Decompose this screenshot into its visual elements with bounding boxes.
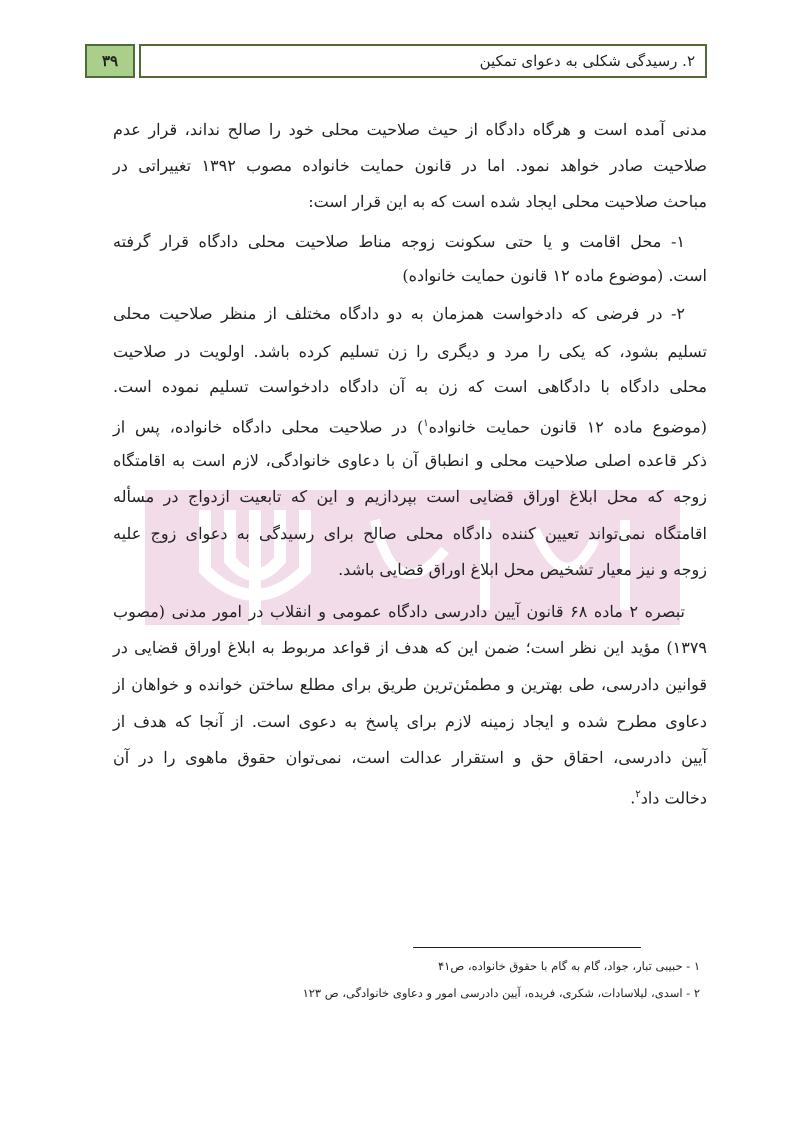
body-line: صلاحیت صادر خواهد نمود. اما در قانون حمایت خانواده مصوب ۱۳۹۲ تغییراتی در <box>113 156 707 175</box>
line-part: دخالت داد <box>640 788 707 808</box>
body-line: دعاوی مطرح شده و ایجاد زمینه لازم برای پاسخ به دعوی است. از آنجا که هدف از <box>113 712 707 731</box>
body-line: زوجه که محل ابلاغ اوراق قضایی است بپردازیم و این که تابعیت ازدواج در مسأله <box>113 487 707 506</box>
body-line-with-footnote <box>113 413 707 438</box>
body-line: تسلیم بشود، که یکی را مرد و دیگری را زن تسلیم کرده باشد. اولویت در صلاحیت <box>113 342 707 361</box>
chapter-title: ۲. رسیدگی شکلی به دعوای تمکین <box>139 44 707 78</box>
body-line: ذکر قاعده اصلی صلاحیت محلی و انطباق آن با دعاوی خانوادگی، لازم است به اقامتگاه <box>113 451 707 470</box>
footnote-mark[interactable]: ۱ <box>423 418 429 429</box>
footnote-mark[interactable]: ۲ <box>635 789 641 800</box>
body-line: ۱۳۷۹) مؤید این نظر است؛ ضمن این که هدف از قواعد مربوط به ابلاغ اوراق قضایی در <box>113 638 707 657</box>
body-line: است. (موضوع ماده ۱۲ قانون حمایت خانواده) <box>402 266 707 285</box>
body-line: مدنی آمده است و هرگاه دادگاه از حیث صلاحیت محلی خود را صالح نداند، قرار عدم <box>113 120 707 139</box>
line-part: . <box>630 788 636 808</box>
footnote-divider <box>413 947 641 948</box>
body-line: محلی دادگاه با دادگاهی است که زن به آن دادگاه دادخواست تسلیم نموده است. <box>113 377 707 396</box>
line-part: ) در صلاحیت محلی دادگاه خانواده، پس از <box>113 417 424 437</box>
footnote: ۲ - اسدی، لیلاسادات، شکری، فریده، آیین دادرسی امور و دعاوی خانوادگی، ص ۱۲۳ <box>302 986 700 1000</box>
body-line: ۲- در فرضی که دادخواست همزمان به دو دادگاه مختلف از منظر صلاحیت محلی <box>113 304 685 323</box>
body-line: زوجه و نیز معیار تشخیص محل ابلاغ اوراق قضایی باشد. <box>338 560 707 579</box>
body-line: ۱- محل اقامت و یا حتی سکونت زوجه مناط صلاحیت محلی دادگاه قرار گرفته <box>113 232 686 251</box>
body-line-with-footnote <box>113 784 707 809</box>
page-number: ۳۹ <box>85 44 135 78</box>
footnote: ۱ - حبیبی تبار، جواد، گام به گام با حقوق خانواده، ص۴۱ <box>437 959 700 973</box>
body-line: آیین دادرسی، احقاق حق و استقرار عدالت است، نمی‌توان حقوق ماهوی را در آن <box>113 748 707 767</box>
line-part: (موضوع ماده ۱۲ قانون حمایت خانواده <box>428 417 707 437</box>
body-line: مباحث صلاحیت محلی ایجاد شده است که به این قرار است: <box>308 192 707 211</box>
body-line: اقامتگاه نمی‌تواند تعیین کننده دادگاه محلی صالح برای رسیدگی به دعوای زوج علیه <box>113 524 707 543</box>
body-line: قوانین دادرسی، طی بهترین و مطمئن‌ترین طریق برای مطلع ساختن خوانده و خواهان از <box>113 675 707 694</box>
body-line: تبصره ۲ ماده ۶۸ قانون آیین دادرسی دادگاه عمومی و انقلاب در امور مدنی (مصوب <box>113 602 686 621</box>
